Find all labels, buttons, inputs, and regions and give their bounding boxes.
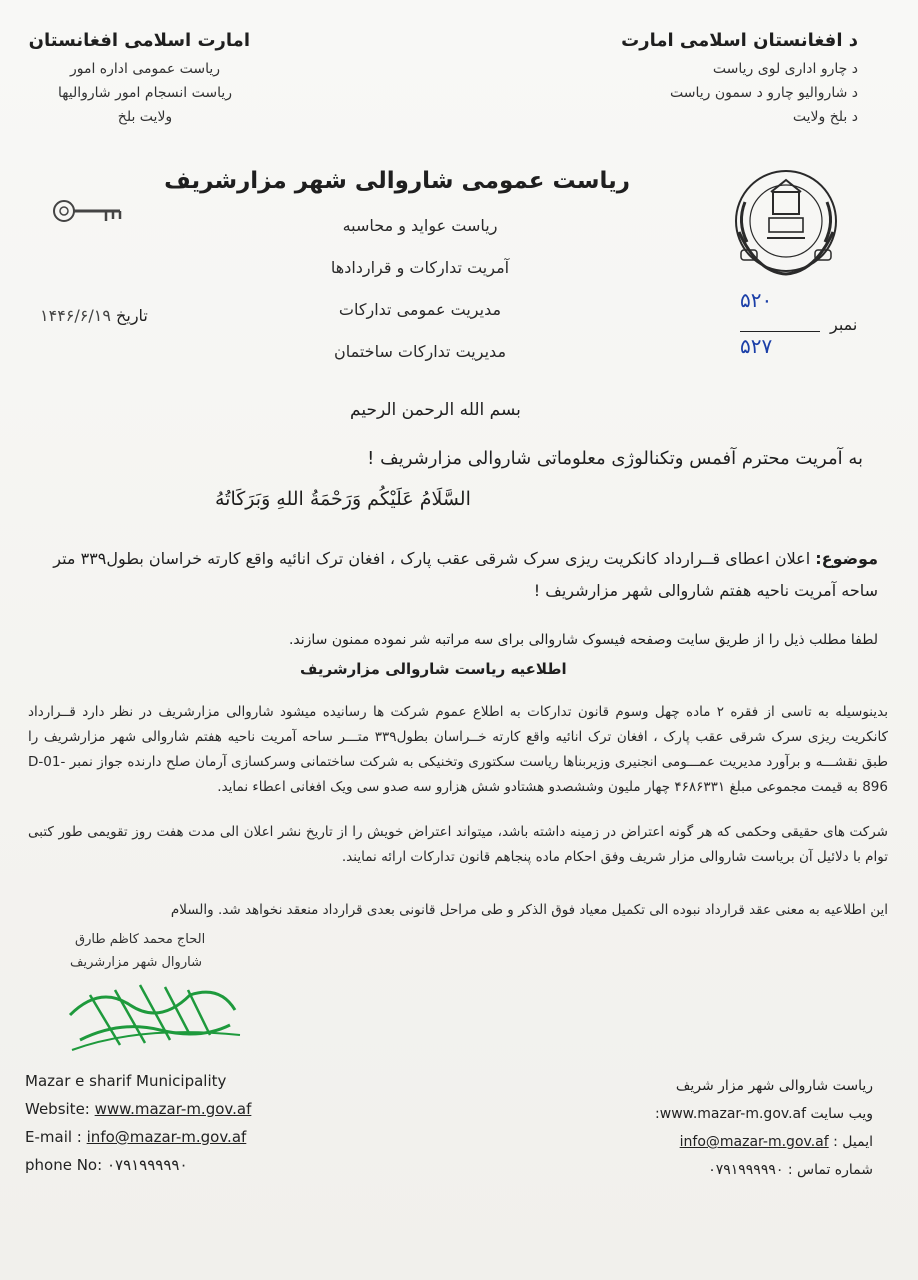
footer-fa-name: ریاست شاروالی شهر مزار شریف [675, 1078, 873, 1094]
footer-en-phone-value: ۰۷۹۱۹۹۹۹۹۰ [106, 1156, 188, 1174]
org-sub1: ریاست عواید و محاسبه [342, 216, 498, 235]
header-left-line3: ولایت بلخ [117, 109, 173, 125]
signer-name: الحاج محمد کاظم طارق [75, 932, 206, 947]
footer-en-website [25, 1100, 251, 1118]
org-sub4: مدیریت تدارکات ساختمان [333, 342, 507, 361]
signer-title: شاروال شهر مزارشریف [70, 955, 202, 970]
reference-number-label: نمبر [830, 315, 858, 334]
footer-fa-website-link[interactable]: www.mazar-m.gov.af: [655, 1106, 807, 1122]
footer-fa-phone-label: شماره تماس : [787, 1162, 873, 1178]
footer-fa-phone [708, 1162, 873, 1178]
footer-fa-email-link[interactable]: info@mazar-m.gov.af [679, 1134, 829, 1150]
subject-line [38, 543, 878, 607]
footer-fa-email [680, 1134, 873, 1150]
reference-number-line [740, 331, 820, 332]
reference-number-top: ۵۲۰ [740, 288, 773, 312]
header-left [28, 22, 250, 133]
recipient-line: به آمریت محترم آفمس وتکنالوژی معلوماتی شاروالی مزارشریف ! [367, 448, 863, 469]
header-right [598, 22, 858, 133]
notice-paragraph-2: شرکت های حقیقی وحکمی که هر گونه اعتراض در زمینه داشته باشد، میتواند اعتراض خویش را از تاریخ نشر اعلان الی مدت هفت روز تقویمی طور کتبی توام با دلائیل آن بریاست شاروالی مزار شریف وفق احکام ماده پنجاهم قانون تدارکات ارائه نمایند. [28, 824, 888, 865]
footer-en-phone-label: phone No: [25, 1156, 103, 1174]
footer-fa-phone-value: ۰۷۹۱۹۹۹۹۹۰ [708, 1162, 784, 1178]
header-left-title: امارت اسلامی افغانستان [28, 30, 250, 51]
reference-number-bottom: ۵۲۷ [740, 334, 773, 358]
header-right-title: د افغانستان اسلامی امارت [621, 30, 858, 51]
header-left-line2: ریاست انسجام امور شاروالیها [58, 85, 232, 101]
date-label: تاریخ [116, 306, 148, 325]
footer-fa-website-label: ویب سایت [810, 1106, 873, 1122]
org-sub2: آمریت تدارکات و قراردادها [330, 258, 510, 277]
basmala: بسم الله الرحمن الرحیم [350, 400, 521, 420]
footer-fa-email-label: ایمیل : [833, 1134, 873, 1150]
notice-paragraph-3: این اطلاعیه به معنی عقد قرارداد نبوده الی تکمیل معیاد فوق الذکر و طی مراحل قانونی بعدی قرارداد منعقد نخواهد شد. والسلام [170, 902, 888, 918]
footer-en-email-label: E-mail : [25, 1128, 82, 1146]
header-right-line2: د شاروالیو چارو د سمون ریاست [669, 85, 858, 101]
greeting: السَّلَامُ عَلَيْكُم وَرَحْمَةُ اللهِ وَبَرَكَاتُهُ [215, 488, 471, 510]
date-field [40, 306, 148, 325]
request-line: لطفا مطلب ذیل را از طریق سایت وصفحه فیسوک شاروالی برای سه مراتبه شر نموده ممنون سازند. [288, 632, 878, 648]
footer-en-name: Mazar e sharif Municipality [25, 1072, 227, 1090]
subject-text: اعلان اعطای قــرارداد کانکریت ریزی سرک شرقی عقب پارک ، افغان ترک انائیه واقع کارته خراسان بطول۳۳۹ متر ساحه آمریت ناحیه هفتم شاروالی شهر مزارشریف ! [53, 549, 878, 600]
footer-fa-website [655, 1106, 873, 1122]
key-icon [50, 195, 125, 227]
date-value: ۱۴۴۶/۶/۱۹ [40, 306, 111, 325]
header-left-line1: ریاست عمومی اداره امور [69, 61, 221, 77]
footer-en-website-link[interactable]: www.mazar-m.gov.af [94, 1100, 252, 1118]
emblem-seal-icon [727, 162, 845, 280]
organization-title: ریاست عمومی شاروالی شهر مزارشریف [164, 168, 630, 194]
handwritten-signature [60, 965, 250, 1055]
header-right-line1: د چارو اداری لوی ریاست [712, 61, 858, 77]
footer-en-email-link[interactable]: info@mazar-m.gov.af [86, 1128, 247, 1146]
notice-paragraph-1: بدینوسیله به تاسی از فقره ۲ ماده چهل وسوم قانون تدارکات به اطلاع عموم شرکت ها رسانیده میشود شاروالی مزارشریف در نظر دارد قــرارداد کانکریت ریزی سرک شرقی عقب پارک ، افغان ترک انائیه واقع کارته خــراسان بطول۳۳۹ متـــر ساحه آمریت ناحیه هفتم شاروالی شهر مزارشریف را طبق نقشـــه و برآورد مدیریت عمـــومی انجنیری وزیربناها ریاست سکتوری وتخنیکی به شرکت ساختمانی وسرکسازی آرمان صلح دارنده جواز نمبر D-01-896 به قیمت مجموعی مبلغ ۴۶۸۶۳۳۱ چهار ملیون وششصدو هشتادو شش هزارو سه صدو سی ویک افغانی اعطاء نماید. [28, 704, 888, 795]
header-right-line3: د بلخ ولایت [792, 109, 858, 125]
footer-en-email [25, 1128, 246, 1146]
subject-label: موضوع: [815, 549, 878, 568]
notice-title: اطلاعیه ریاست شاروالی مزارشریف [300, 660, 567, 678]
footer-en-website-label: Website: [25, 1100, 90, 1118]
org-sub3: مدیریت عمومی تدارکات [338, 300, 502, 319]
footer-en-phone [25, 1156, 188, 1174]
